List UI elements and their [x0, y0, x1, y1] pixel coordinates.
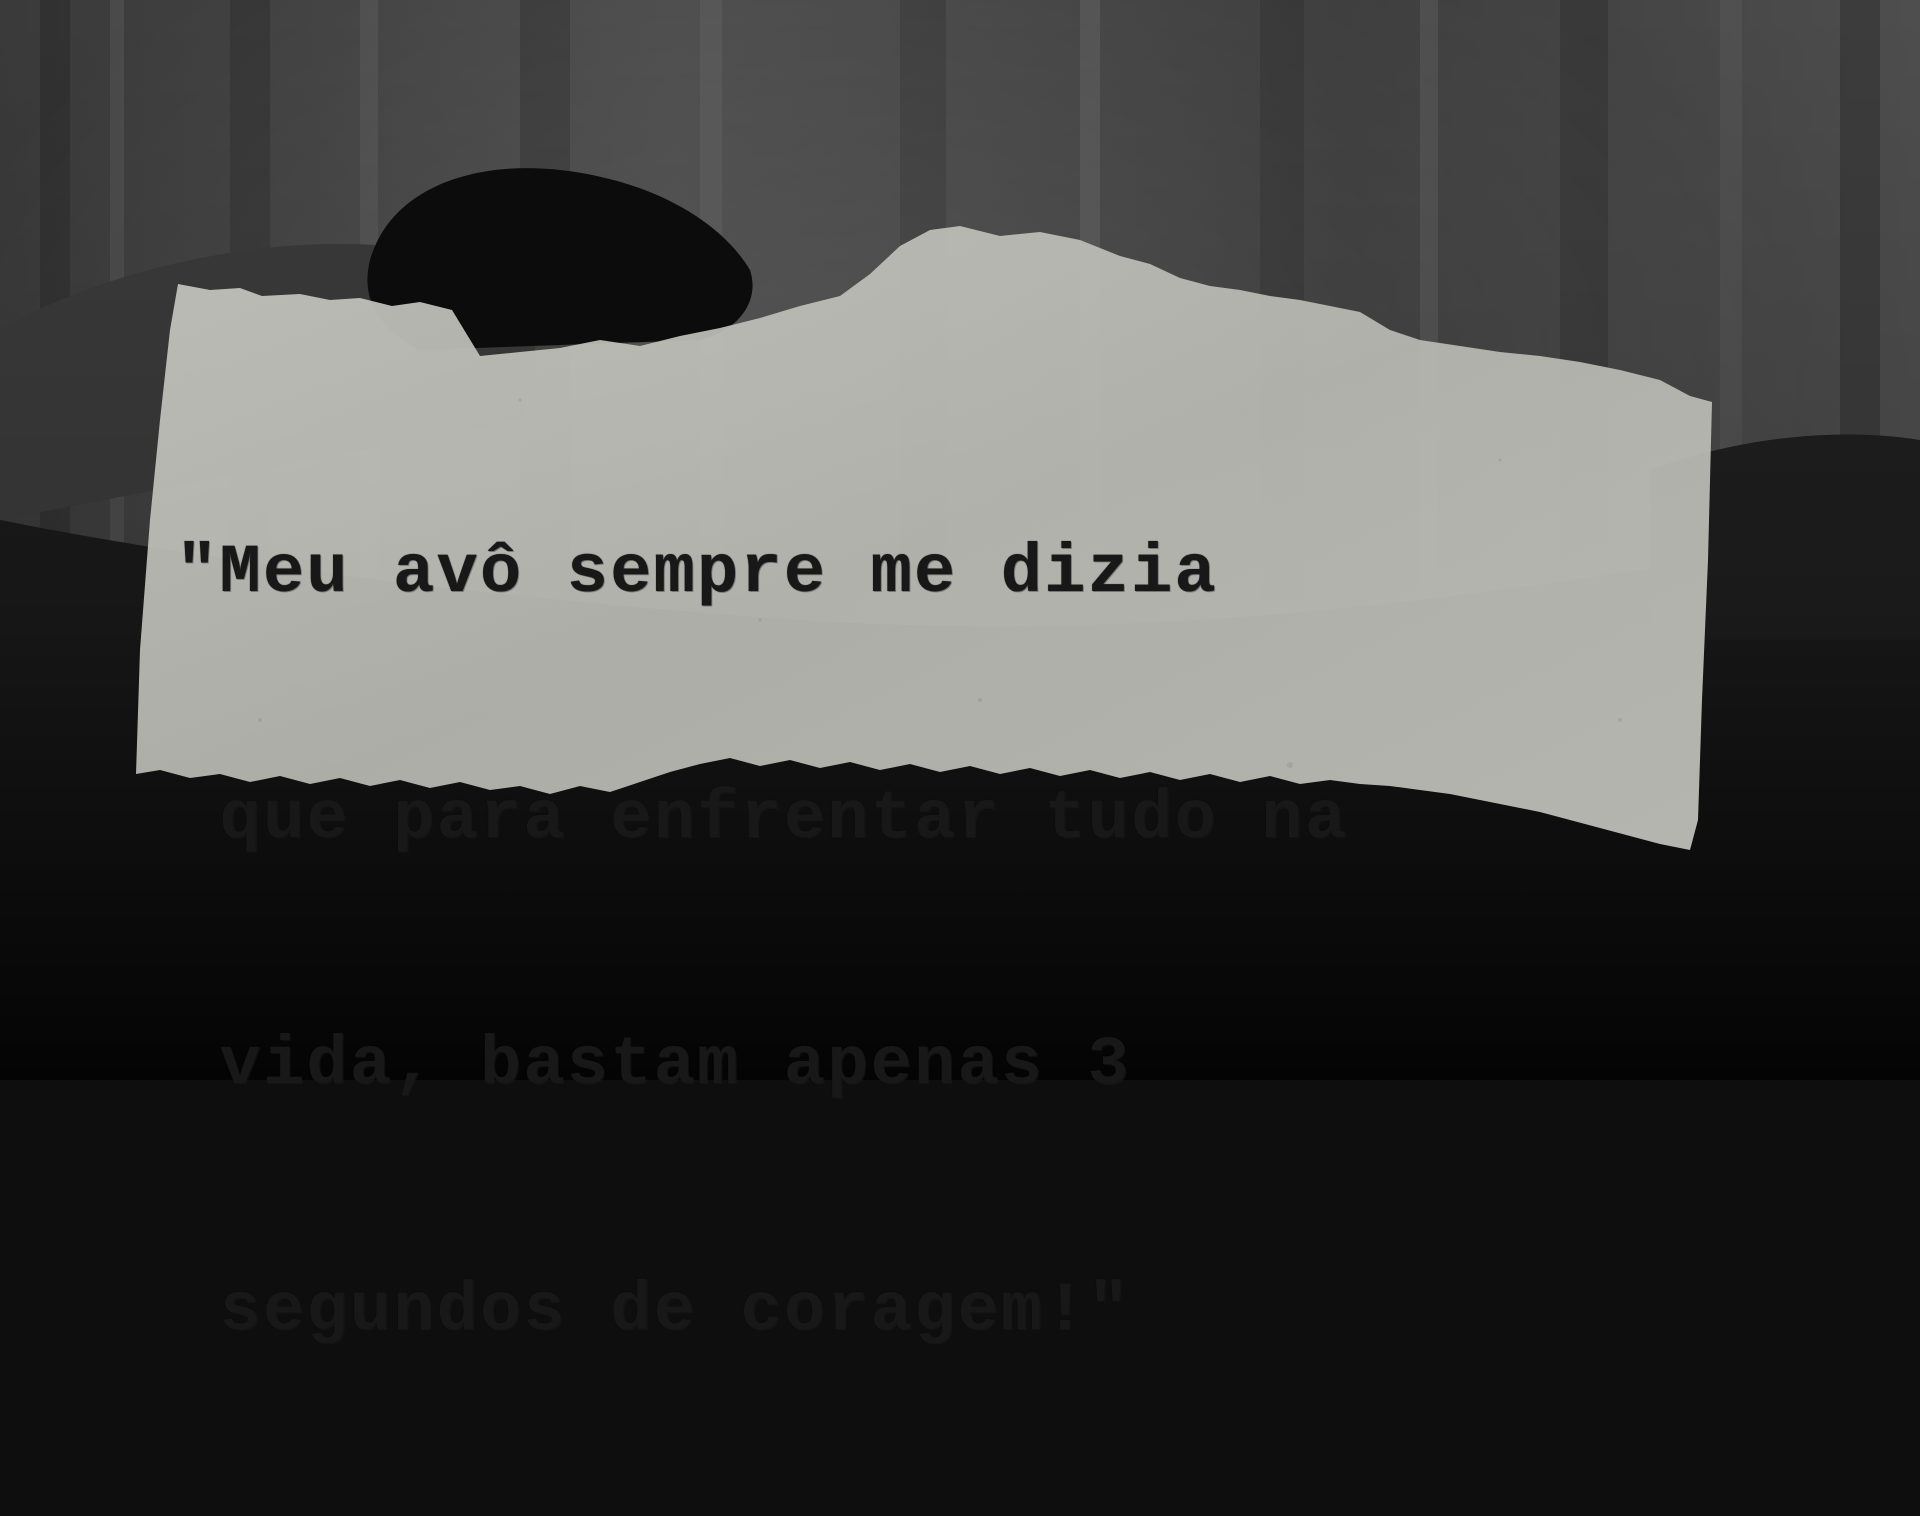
quote-line-3: vida, bastam apenas 3 — [176, 1026, 1131, 1104]
quote-line-4: segundos de coragem!" — [176, 1272, 1131, 1350]
quote-line-1: "Meu avô sempre me dizia — [176, 534, 1218, 612]
quote-text — [176, 368, 1676, 1516]
quote-line-2: que para enfrentar tudo na — [176, 780, 1348, 858]
